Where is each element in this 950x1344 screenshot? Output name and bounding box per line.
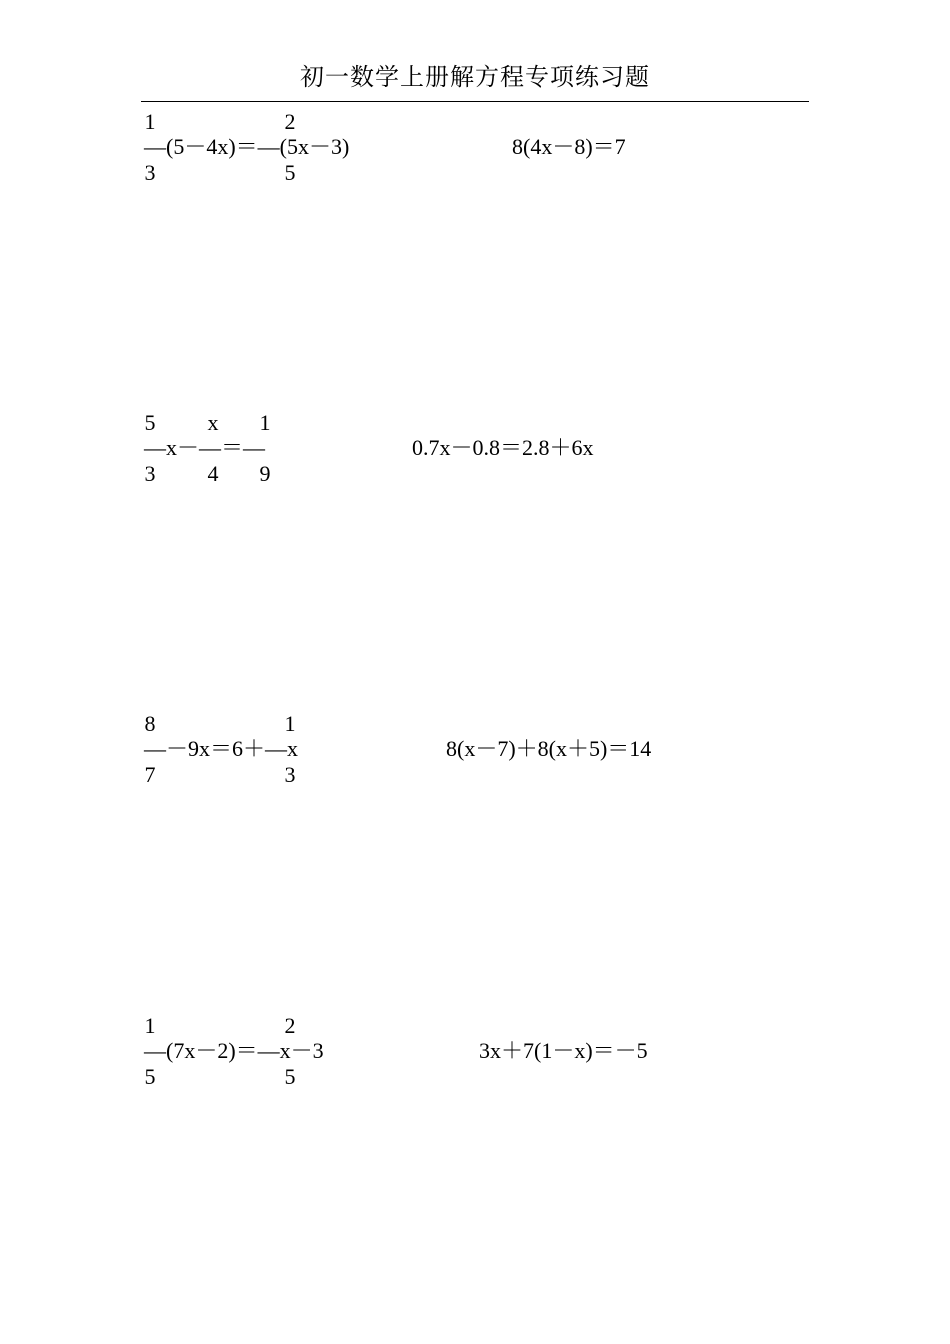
equation-2-right: 0.7x－0.8＝2.8＋6x — [412, 435, 594, 460]
numerator: 5 — [144, 410, 156, 435]
title-divider — [141, 101, 809, 102]
denominator: 3 — [284, 762, 296, 787]
numerator: x — [207, 410, 219, 435]
denominator: 5 — [144, 1064, 156, 1089]
numerator: 2 — [284, 1013, 296, 1038]
equation-1-right: 8(4x－8)＝7 — [512, 134, 626, 159]
equation-main-line: —x－—＝— — [144, 435, 266, 460]
denominator: 7 — [144, 762, 156, 787]
numerator: 1 — [284, 711, 296, 736]
equation-4-right: 3x＋7(1－x)＝－5 — [479, 1038, 648, 1063]
numerator: 2 — [284, 109, 296, 134]
equation-main-line: —－9x＝6＋—x — [144, 736, 299, 761]
equation-main-line: —(5－4x)＝—(5x－3) — [144, 134, 350, 159]
denominator: 4 — [207, 461, 219, 486]
numerator: 1 — [144, 109, 156, 134]
equation-main-line: —(7x－2)＝—x－3 — [144, 1038, 324, 1063]
denominator: 3 — [144, 160, 156, 185]
denominator: 5 — [284, 160, 296, 185]
numerator: 1 — [144, 1013, 156, 1038]
numerator: 1 — [259, 410, 271, 435]
denominator: 5 — [284, 1064, 296, 1089]
denominator: 9 — [259, 461, 271, 486]
page-title: 初一数学上册解方程专项练习题 — [300, 63, 650, 91]
numerator: 8 — [144, 711, 156, 736]
equation-3-right: 8(x－7)＋8(x＋5)＝14 — [446, 736, 652, 761]
denominator: 3 — [144, 461, 156, 486]
